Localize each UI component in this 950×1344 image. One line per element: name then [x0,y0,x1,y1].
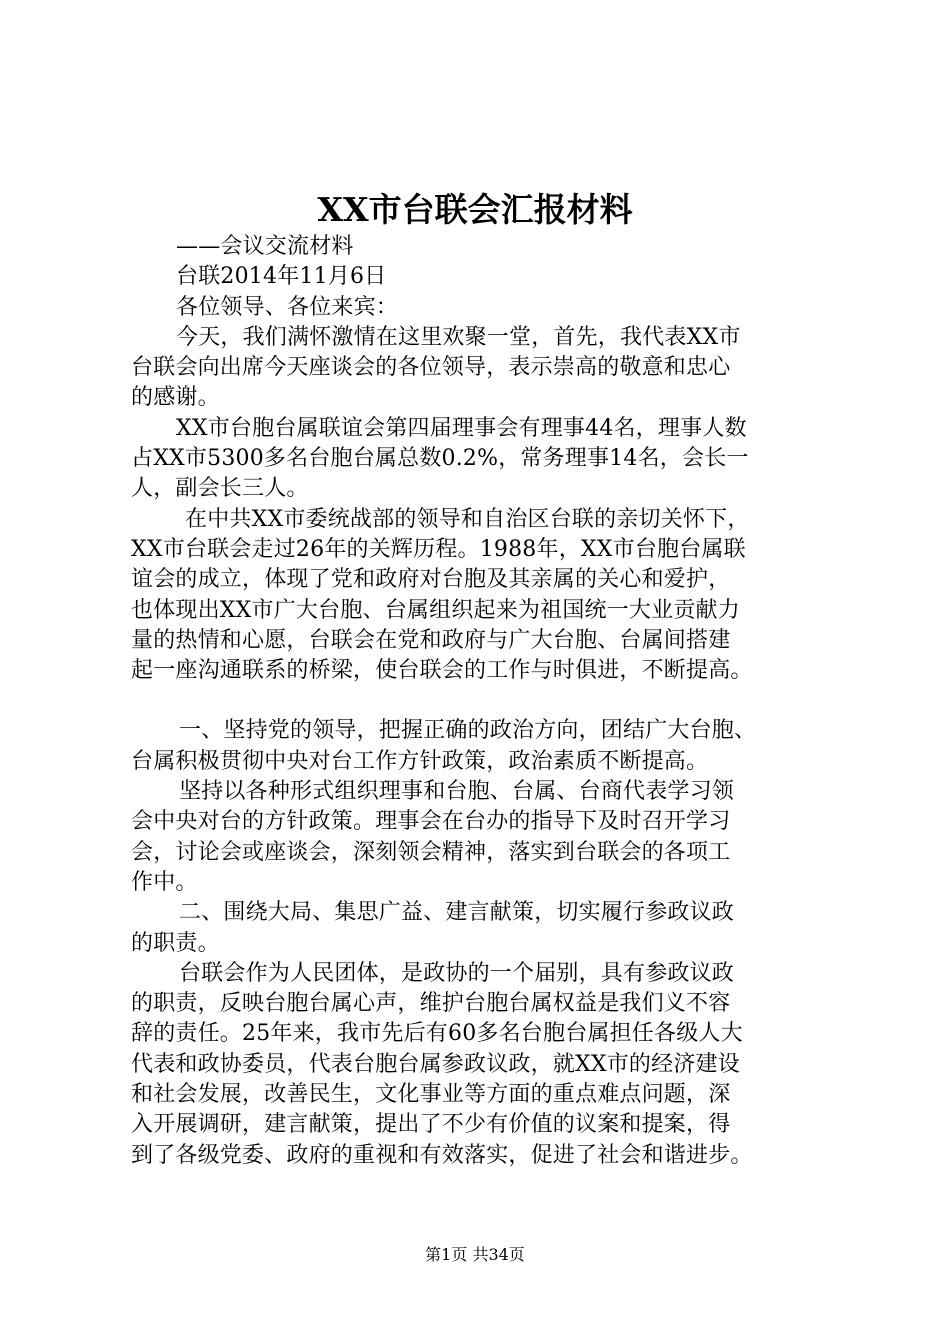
paragraph-line: 量的热情和心愿，台联会在党和政府与广大台胞、台属间搭建 [131,627,731,653]
paragraph-line: 会，讨论会或座谈会，深刻领会精神，落实到台联会的各项工 [131,839,731,865]
section-heading-line: 台属积极贯彻中央对台工作方针政策，政治素质不断提高。 [131,748,709,774]
page-footer: 第1页 共34页 [425,1245,525,1264]
section-heading-line: 的职责。 [131,930,220,956]
paragraph-line: 会中央对台的方针政策。理事会在台办的指导下及时召开学习 [131,809,731,835]
paragraph-gap [131,686,831,716]
subtitle-line: ——会议交流材料 [176,234,354,259]
paragraph-line: 入开展调研，建言献策，提出了不少有价值的议案和提案，得 [131,1112,731,1138]
paragraph-line: 在中共XX市委统战部的领导和自治区台联的亲切关怀下， [185,506,750,532]
salutation-line: 各位领导、各位来宾： [176,294,399,320]
paragraph-line: 人，副会长三人。 [131,476,309,502]
paragraph-line: 台联会作为人民团体，是政协的一个届别，具有参政议政 [179,960,735,986]
paragraph-line: 的感谢。 [131,385,220,411]
paragraph-line: 起一座沟通联系的桥梁，使台联会的工作与时俱进，不断提高。 [131,658,753,684]
paragraph-line: XX市台联会走过26年的关辉历程。1988年，XX市台胞台属联 [131,536,746,562]
section-heading-line: 二、围绕大局、集思广益、建言献策，切实履行参政议政 [179,900,735,926]
paragraph-line: 的职责，反映台胞台属心声，维护台胞台属权益是我们义不容 [131,991,731,1017]
paragraph-line: XX市台胞台属联谊会第四届理事会有理事44名，理事人数 [176,415,747,441]
document-title: XX市台联会汇报材料 [317,190,633,229]
paragraph-line: 代表和政协委员，代表台胞台属参政议政，就XX市的经济建设 [131,1051,740,1077]
paragraph-line: 作中。 [131,869,198,895]
paragraph-line: 坚持以各种形式组织理事和台胞、台属、台商代表学习领 [179,779,735,805]
paragraph-line: 辞的责任。25年来，我市先后有60多名台胞台属担任各级人大 [131,1021,743,1047]
date-line: 台联2014年11月6日 [176,264,387,290]
document-body [131,232,831,1171]
paragraph-line: 和社会发展，改善民生，文化事业等方面的重点难点问题，深 [131,1082,731,1108]
paragraph-line: 台联会向出席今天座谈会的各位领导，表示崇高的敬意和忠心 [131,355,731,381]
section-heading-line: 一、坚持党的领导，把握正确的政治方向，团结广大台胞、 [179,718,757,744]
paragraph-line: 谊会的成立，体现了党和政府对台胞及其亲属的关心和爱护， [131,567,731,593]
paragraph-line: 也体现出XX市广大台胞、台属组织起来为祖国统一大业贡献力 [131,597,740,623]
paragraph-line: 今天，我们满怀激情在这里欢聚一堂，首先，我代表XX市 [176,324,741,350]
paragraph-line: 到了各级党委、政府的重视和有效落实，促进了社会和谐进步。 [131,1142,753,1168]
paragraph-line: 占XX市5300多名台胞台属总数0.2%，常务理事14名，会长一 [131,446,749,472]
